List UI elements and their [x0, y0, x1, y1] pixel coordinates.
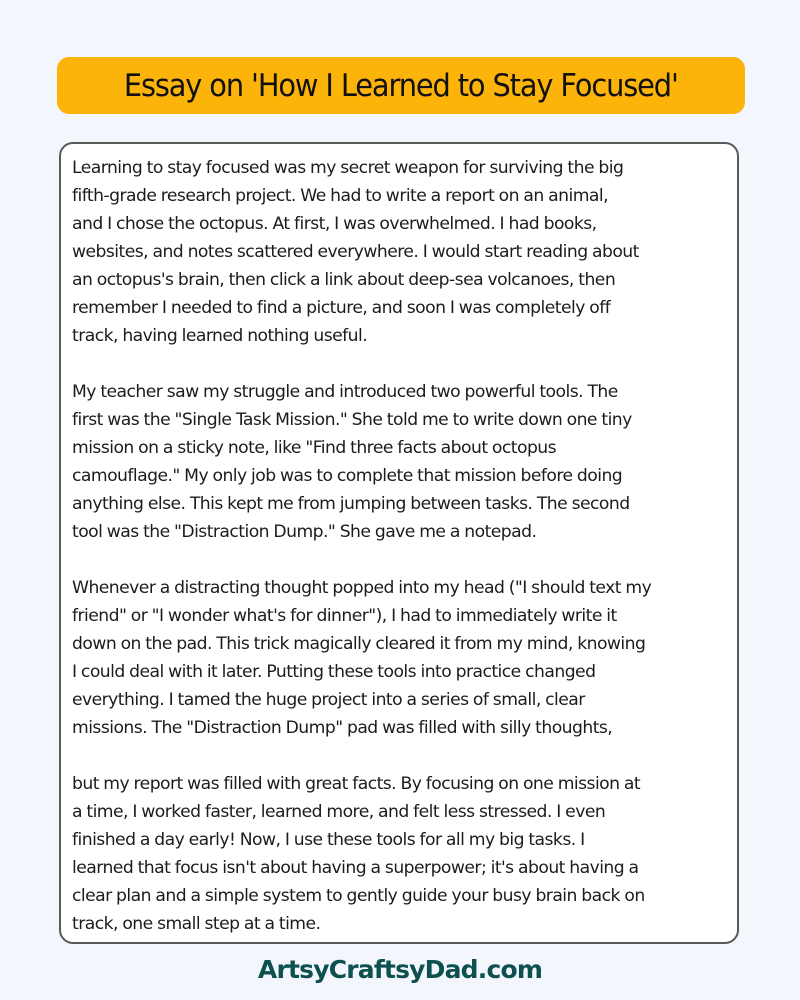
essay-line: down on the pad. This trick magically cleared it from my mind, knowing	[72, 634, 646, 654]
essay-line: missions. The "Distraction Dump" pad was filled with silly thoughts,	[72, 718, 613, 738]
essay-paragraph-2	[72, 378, 727, 546]
essay-line: remember I needed to find a picture, and soon I was completely off	[72, 298, 611, 318]
essay-card	[59, 142, 739, 944]
essay-line: clear plan and a simple system to gently guide your busy brain back on	[72, 886, 645, 906]
essay-line: track, one small step at a time.	[72, 914, 321, 934]
essay-paragraph-3	[72, 574, 727, 742]
essay-line: I could deal with it later. Putting these tools into practice changed	[72, 662, 596, 682]
essay-line: track, having learned nothing useful.	[72, 326, 368, 346]
essay-line: fifth-grade research project. We had to write a report on an animal,	[72, 186, 609, 206]
essay-line: first was the "Single Task Mission." She told me to write down one tiny	[72, 410, 632, 430]
essay-line: finished a day early! Now, I use these tools for all my big tasks. I	[72, 830, 585, 850]
essay-line: and I chose the octopus. At first, I was overwhelmed. I had books,	[72, 214, 597, 234]
essay-line: but my report was filled with great facts. By focusing on one mission at	[72, 774, 641, 794]
essay-line: everything. I tamed the huge project into a series of small, clear	[72, 690, 585, 710]
essay-paragraph-4	[72, 770, 727, 938]
essay-line: tool was the "Distraction Dump." She gave me a notepad.	[72, 522, 537, 542]
footer-brand-text: ArtsyCraftsyDad.com	[257, 955, 543, 984]
essay-line: learned that focus isn't about having a superpower; it's about having a	[72, 858, 639, 878]
essay-line: an octopus's brain, then click a link about deep-sea volcanoes, then	[72, 270, 616, 290]
page-title: Essay on 'How I Learned to Stay Focused'	[124, 67, 678, 104]
essay-line: anything else. This kept me from jumping between tasks. The second	[72, 494, 630, 514]
essay-line: friend" or "I wonder what's for dinner"), I had to immediately write it	[72, 606, 617, 626]
essay-line: mission on a sticky note, like "Find three facts about octopus	[72, 438, 557, 458]
essay-line: Learning to stay focused was my secret weapon for surviving the big	[72, 158, 624, 178]
essay-paragraph-1	[72, 154, 727, 350]
essay-line: My teacher saw my struggle and introduced two powerful tools. The	[72, 382, 618, 402]
title-banner	[57, 57, 745, 114]
essay-line: camouflage." My only job was to complete that mission before doing	[72, 466, 623, 486]
essay-line: a time, I worked faster, learned more, and felt less stressed. I even	[72, 802, 606, 822]
essay-line: Whenever a distracting thought popped into my head ("I should text my	[72, 578, 652, 598]
essay-line: websites, and notes scattered everywhere. I would start reading about	[72, 242, 639, 262]
